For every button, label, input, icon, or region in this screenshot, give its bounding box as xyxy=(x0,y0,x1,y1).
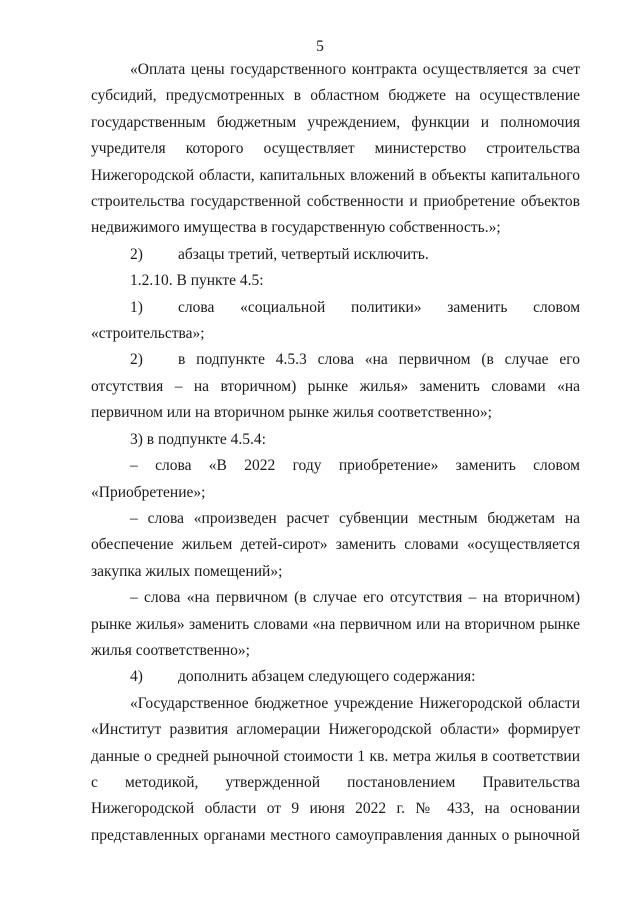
paragraph-text: – слова «В 2022 году приобретение» заменить словом «Приобретение»; xyxy=(91,457,580,501)
document-body xyxy=(91,57,580,849)
list-item-2-exclude xyxy=(91,242,580,268)
list-number: 2) xyxy=(130,351,143,369)
paragraph-text: «Оплата цены государственного контракта осуществляется за счет субсидий, предусмотренных в областном бюджете на осуществление государственным бюджетным учреждением, функции и полномочия учредителя которого осуществляет министерство строительства Нижегородской области, капитальных вложений в объекты капитального строительства государственной собственности и приобретение объектов недвижимого имущества в государственную собственность.»; xyxy=(91,61,580,237)
paragraph-text: – слова «произведен расчет субвенции местным бюджетам на обеспечение жильем детей-сирот» заменить словами «осуществляется закупка жилых помещений»; xyxy=(91,509,580,580)
paragraph-institute-clause xyxy=(91,691,580,849)
paragraph-text: 1.2.10. В пункте 4.5: xyxy=(130,272,264,290)
paragraph-payment-clause xyxy=(91,57,580,242)
list-item-1-words xyxy=(91,295,580,348)
dash-item-acquisition xyxy=(91,453,580,506)
paragraph-text: 3) в подпункте 4.5.4: xyxy=(130,430,266,448)
list-item-3-subitem-4-5-4 xyxy=(91,427,580,453)
paragraph-text: – слова «на первичном (в случае его отсутствия – на вторичном) рынке жилья» заменить словами «на первичном или на вторичном рынке жилья соответственно»; xyxy=(91,589,580,659)
paragraph-text: слова «социальной политики» заменить словом «строительства»; xyxy=(91,298,580,343)
dash-item-housing-market xyxy=(91,585,580,664)
list-number: 1) xyxy=(130,298,143,316)
list-item-4-add-paragraph xyxy=(91,664,580,690)
dash-item-subvention xyxy=(91,506,580,585)
paragraph-text: «Государственное бюджетное учреждение Нижегородской области «Институт развития агломерации Нижегородской области» формирует данные о средней рыночной стоимости 1 кв. метра жилья в соответствии с методикой, утвержденной постановлением Правительства Нижегородской области от 9 июня 2022 г. № 433, на основании представленных органами местного самоуправления данных о рыночной xyxy=(91,694,580,844)
section-heading-1-2-10 xyxy=(91,268,580,294)
list-item-2-subitem-4-5-3 xyxy=(91,347,580,426)
paragraph-text: в подпункте 4.5.3 слова «на первичном (в случае его отсутствия – на вторичном) рынке жилья» заменить словами «на первичном или на вторичном рынке жилья соответственно»; xyxy=(91,351,580,422)
list-number: 4) xyxy=(130,668,143,686)
paragraph-text: абзацы третий, четвертый исключить. xyxy=(178,245,429,263)
paragraph-text: дополнить абзацем следующего содержания: xyxy=(178,668,476,686)
page-number: 5 xyxy=(316,38,324,55)
list-number: 2) xyxy=(130,245,143,263)
